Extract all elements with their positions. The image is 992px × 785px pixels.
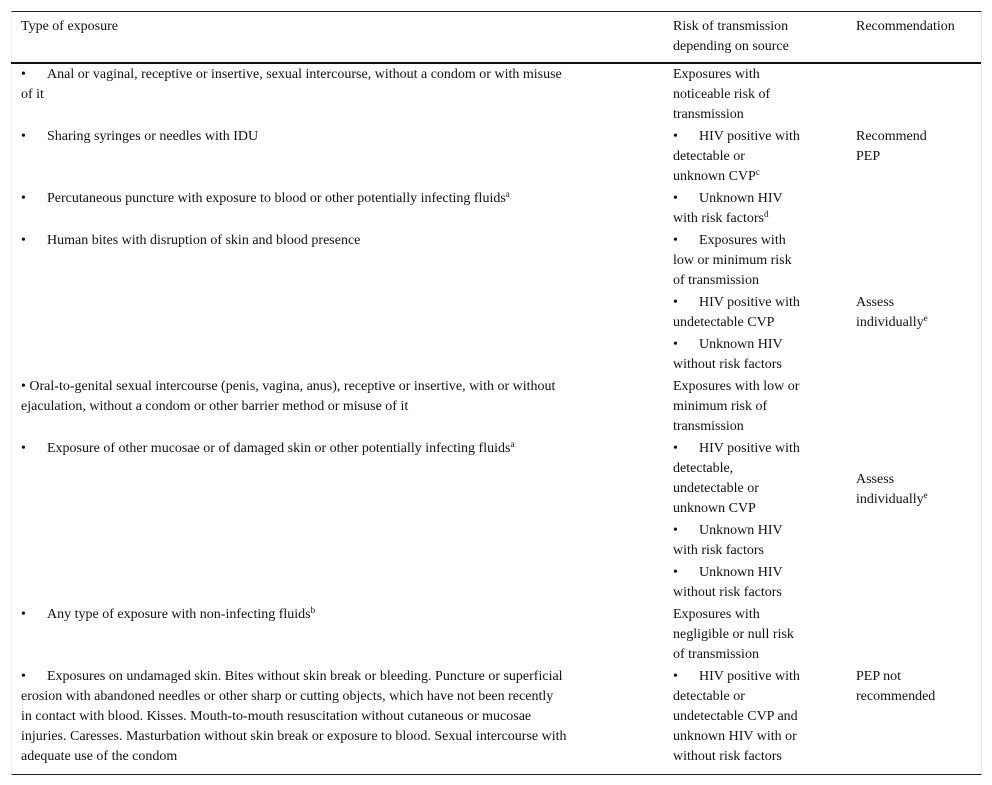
cell-text: HIV positive with detectable or unknown CVP (673, 129, 800, 184)
bullet-icon: • (673, 191, 678, 206)
col2-cell (673, 65, 833, 125)
col2-cell (673, 439, 833, 519)
col2-cell (673, 563, 833, 603)
footnote-marker: e (923, 313, 928, 323)
cell-text: HIV positive with detectable or undetectable CVP and unknown HIV with or without risk factors (673, 669, 800, 764)
footnote-marker: c (755, 167, 760, 177)
bullet-icon: • (673, 441, 678, 456)
footnote-marker: a (510, 439, 515, 449)
bullet-icon: • (21, 233, 26, 248)
cell-text: HIV positive with detectable, undetectable or unknown CVP (673, 441, 800, 516)
footnote-marker: b (310, 605, 316, 615)
cell-text: Sharing syringes or needles with IDU (47, 129, 259, 144)
footnote-marker: d (763, 209, 769, 219)
col1-cell (21, 231, 651, 251)
cell-text: Recommend PEP (856, 129, 927, 164)
cell-text: Human bites with disruption of skin and blood presence (47, 233, 361, 248)
col2-cell (673, 293, 833, 333)
cell-text: • Oral-to-genital sexual intercourse (penis, vagina, anus), receptive or insertive, with or without ejaculation, without a condom or other barrier method or misuse of it (21, 379, 556, 414)
header-type-of-exposure: Type of exposure (21, 19, 118, 34)
col1-cell (21, 605, 651, 625)
bullet-icon: • (673, 523, 678, 538)
col1-cell (21, 439, 651, 459)
col1-cell (21, 189, 651, 209)
col3-cell (856, 667, 981, 707)
col2-cell (673, 667, 833, 767)
cell-text: HIV positive with undetectable CVP (673, 295, 800, 330)
cell-text: Exposures with low or minimum risk of transmission (673, 233, 792, 288)
bullet-icon: • (673, 129, 678, 144)
bullet-icon: • (21, 441, 26, 456)
cell-text: Assess individually (856, 295, 924, 330)
cell-text: Assess individually (856, 472, 924, 507)
cell-text: Unknown HIV without risk factors (673, 565, 783, 600)
cell-text: Any type of exposure with non-infecting fluids (47, 607, 311, 622)
header-risk: Risk of transmission depending on source (673, 19, 789, 54)
footnote-marker: e (923, 490, 928, 500)
cell-text: Unknown HIV with risk factors (673, 523, 783, 558)
bullet-icon: • (21, 669, 26, 684)
col1-cell (21, 377, 651, 417)
bullet-icon: • (21, 67, 26, 82)
bullet-icon: • (673, 233, 678, 248)
col2-cell (673, 521, 833, 561)
col1-cell (21, 65, 651, 105)
cell-text: Exposure of other mucosae or of damaged skin or other potentially infecting fluids (47, 441, 511, 456)
header-recommendation: Recommendation (856, 19, 955, 34)
col1-cell (21, 667, 651, 767)
cell-text: Anal or vaginal, receptive or insertive, sexual intercourse, without a condom or with misuse of it (21, 67, 562, 102)
bullet-icon: • (673, 669, 678, 684)
col2-cell (673, 189, 833, 229)
cell-text: Exposures on undamaged skin. Bites without skin break or bleeding. Puncture or superficial erosion with abandoned needles or other sharp or cutting objects, which have not been recently in contact with blood. Kisses. Mouth-to-mouth resuscitation without cutaneous or mucosae injuries. Caresses. Masturbation without skin break or exposure to blood. Sexual intercourse with adequate use of the condom (21, 669, 567, 764)
header-divider (11, 62, 981, 64)
col2-cell (673, 335, 833, 375)
col3-cell (856, 127, 981, 167)
col2-cell (673, 605, 833, 665)
cell-text: Exposures with noticeable risk of transmission (673, 67, 771, 122)
bullet-icon: • (673, 337, 678, 352)
col1-cell (21, 127, 651, 147)
cell-text: Percutaneous puncture with exposure to blood or other potentially infecting fluids (47, 191, 506, 206)
bullet-icon: • (673, 565, 678, 580)
cell-text: Unknown HIV with risk factors (673, 191, 783, 226)
cell-text: PEP not recommended (856, 669, 936, 704)
col2-cell (673, 231, 833, 291)
cell-text: Unknown HIV without risk factors (673, 337, 783, 372)
bullet-icon: • (21, 191, 26, 206)
col2-cell (673, 127, 833, 187)
bullet-icon: • (673, 295, 678, 310)
bullet-icon: • (21, 607, 26, 622)
col3-cell (856, 293, 981, 333)
bullet-icon: • (21, 129, 26, 144)
col3-cell (856, 470, 981, 510)
col2-cell (673, 377, 833, 437)
footnote-marker: a (505, 189, 510, 199)
cell-text: Exposures with negligible or null risk of transmission (673, 607, 794, 662)
cell-text: Exposures with low or minimum risk of transmission (673, 379, 800, 434)
